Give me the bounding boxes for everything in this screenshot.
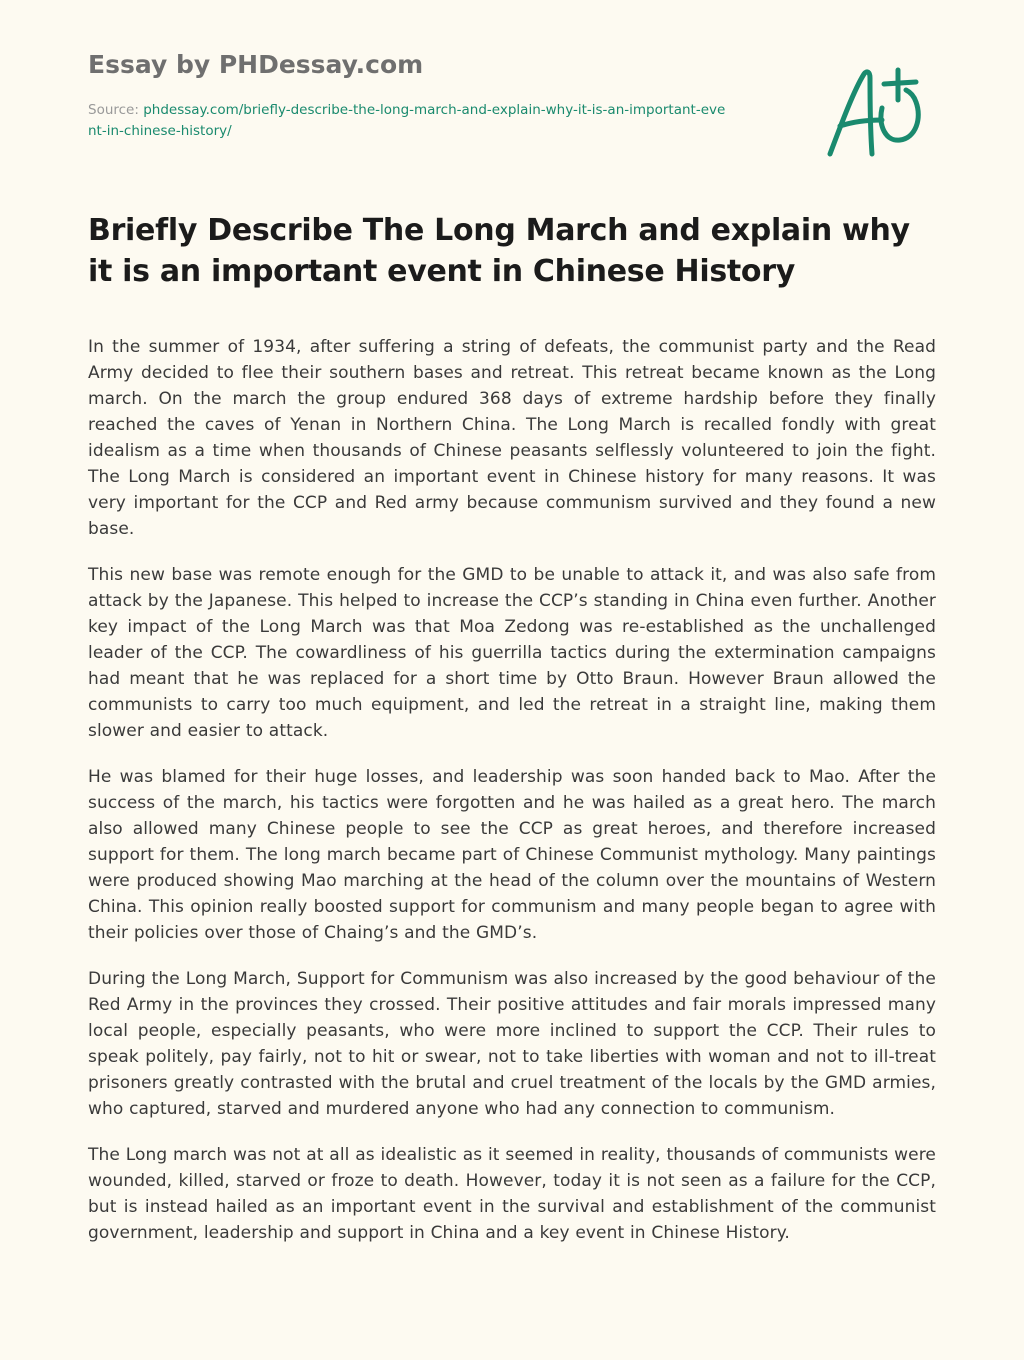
paragraph-4: During the Long March, Support for Communism was also increased by the good behaviour of the Red Army in the provinces they crossed. Their positive attitudes and fair morals impressed many local people, especially peasants, who were more inclined to support the CCP. Their rules to speak politely, pay fairly, not to hit or swear, not to take liberties with woman and not to ill-treat prisoners greatly contrasted with the brutal and cruel treatment of the locals by the GMD armies, who captured, starved and murdered anyone who had any connection to communism.	[88, 969, 936, 1119]
a-plus-logo-icon	[820, 62, 930, 162]
paragraph-5: The Long march was not at all as idealistic as it seemed in reality, thousands of communists were wounded, killed, starved or froze to death. However, today it is not seen as a failure for the CCP, but is instead hailed as an important event in the survival and establishment of the communist government, leadership and support in China and a key event in Chinese History.	[88, 1145, 936, 1243]
article-body	[88, 334, 936, 1266]
paragraph-1: In the summer of 1934, after suffering a string of defeats, the communist party and the Read Army decided to flee their southern bases and retreat. This retreat became known as the Long march. On the march the group endured 368 days of extreme hardship before they finally reached the caves of Yenan in Northern China. The Long March is recalled fondly with great idealism as a time when thousands of Chinese peasants selflessly volunteered to join the fight. The Long March is considered an important event in Chinese history for many reasons. It was very important for the CCP and Red army because communism survived and they found a new base.	[88, 337, 936, 539]
a-plus-logo-graphic	[820, 62, 930, 162]
article-title: Briefly Describe The Long March and explain why it is an important event in Chinese History	[88, 213, 910, 289]
paragraph-2: This new base was remote enough for the GMD to be unable to attack it, and was also safe from attack by the Japanese. This helped to increase the CCP’s standing in China even further. Another key impact of the Long March was that Moa Zedong was re-established as the unchallenged leader of the CCP. The cowardliness of his guerrilla tactics during the extermination campaigns had meant that he was replaced for a short time by Otto Braun. However Braun allowed the communists to carry too much equipment, and led the retreat in a straight line, making them slower and easier to attack.	[88, 565, 936, 741]
site-brand: Essay by PHDessay.com	[88, 50, 424, 79]
source-label: Source:	[88, 102, 144, 118]
source-line	[88, 100, 728, 142]
source-link[interactable]: phdessay.com/briefly-describe-the-long-march-and-explain-why-it-is-an-important-event-in-chinese-history/	[88, 102, 726, 139]
paragraph-3: He was blamed for their huge losses, and leadership was soon handed back to Mao. After the success of the march, his tactics were forgotten and he was hailed as a great hero. The march also allowed many Chinese people to see the CCP as great heroes, and therefore increased support for them. The long march became part of Chinese Communist mythology. Many paintings were produced showing Mao marching at the head of the column over the mountains of Western China. This opinion really boosted support for communism and many people began to agree with their policies over those of Chaing’s and the GMD’s.	[88, 767, 936, 943]
